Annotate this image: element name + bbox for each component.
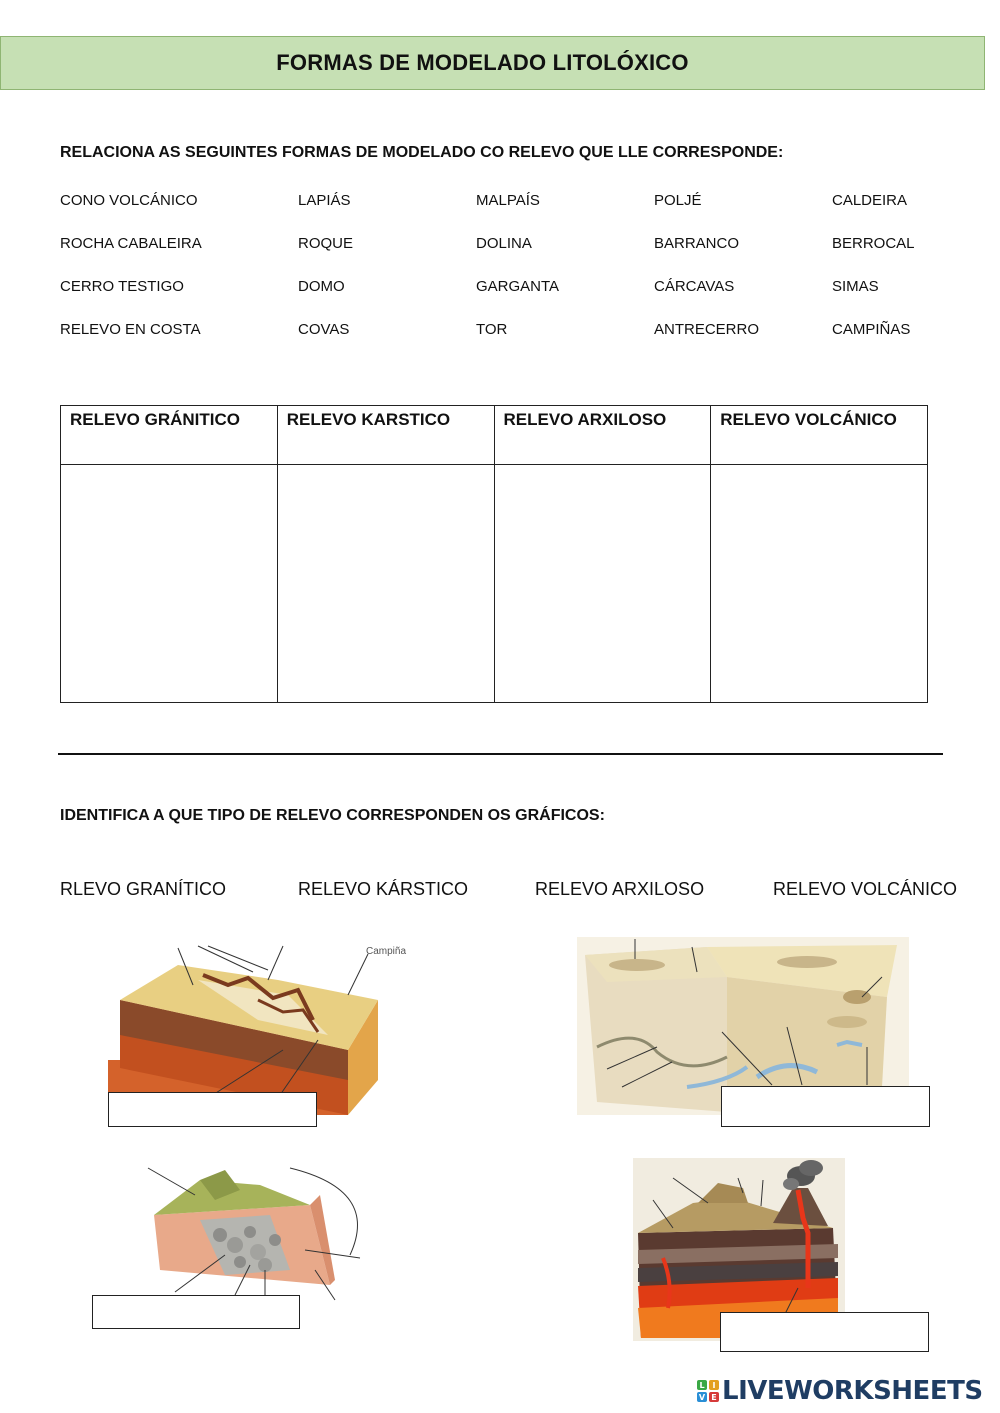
relief-table xyxy=(60,405,928,703)
word-item: DOMO xyxy=(298,278,345,295)
word-item: ANTRECERRO xyxy=(654,321,760,338)
drop-zone-volcanic[interactable] xyxy=(711,465,928,703)
word-item: ROCHA CABALEIRA xyxy=(60,235,202,252)
word-item: COVAS xyxy=(298,321,350,338)
word-item: BARRANCO xyxy=(654,235,740,252)
word-item: CONO VOLCÁNICO xyxy=(60,192,198,209)
word-item: MALPAÍS xyxy=(476,192,540,209)
drop-zone-clay[interactable] xyxy=(494,465,711,703)
logo-mark-letter: E xyxy=(709,1392,719,1402)
answer-box-figure-4[interactable] xyxy=(720,1312,929,1352)
answer-input-figure-2[interactable] xyxy=(722,1087,929,1126)
figure-label-campina: Campiña xyxy=(366,946,407,957)
header-karstic: RELEVO KARSTICO xyxy=(277,406,494,465)
word-item: POLJÉ xyxy=(654,192,702,209)
word-item: LAPIÁS xyxy=(298,192,351,209)
answer-box-figure-2[interactable] xyxy=(721,1086,930,1127)
title-band xyxy=(0,36,985,90)
word-item: DOLINA xyxy=(476,235,532,252)
drop-zone-karstic[interactable] xyxy=(277,465,494,703)
answer-input-figure-3[interactable] xyxy=(93,1296,299,1328)
granitic-relief-figure xyxy=(140,1160,375,1310)
option-karstic: RELEVO KÁRSTICO xyxy=(298,879,469,899)
word-item: BERROCAL xyxy=(832,235,915,252)
answer-box-figure-3[interactable] xyxy=(92,1295,300,1329)
word-item: CAMPIÑAS xyxy=(832,321,911,338)
answer-input-figure-4[interactable] xyxy=(721,1313,928,1351)
page-title: FORMAS DE MODELADO LITOLÓXICO xyxy=(276,50,689,75)
section-divider xyxy=(58,753,943,755)
header-granitic: RELEVO GRÁNITICO xyxy=(61,406,278,465)
logo-mark-letter: V xyxy=(698,1392,706,1402)
option-volcanic: RELEVO VOLCÁNICO xyxy=(773,879,958,899)
instruction-relate: RELACIONA AS SEGUINTES FORMAS DE MODELADO CO RELEVO QUE LLE CORRESPONDE: xyxy=(60,144,784,161)
logo-text: LIVEWORKSHEETS xyxy=(722,1376,983,1406)
word-item: TOR xyxy=(476,321,508,338)
logo-mark-letter: I xyxy=(709,1380,719,1390)
answer-input-figure-1[interactable] xyxy=(109,1093,316,1126)
word-item: CÁRCAVAS xyxy=(654,278,735,295)
word-item: CERRO TESTIGO xyxy=(60,278,184,295)
logo-mark-icon xyxy=(697,1380,719,1402)
logo-mark-letter: L xyxy=(697,1380,707,1390)
word-item: ROQUE xyxy=(298,235,354,252)
header-clay: RELEVO ARXILOSO xyxy=(494,406,711,465)
answer-box-figure-1[interactable] xyxy=(108,1092,317,1127)
word-item: GARGANTA xyxy=(476,278,560,295)
option-clay: RELEVO ARXILOSO xyxy=(535,879,705,899)
header-volcanic: RELEVO VOLCÁNICO xyxy=(711,406,928,465)
drop-zone-granitic[interactable] xyxy=(61,465,278,703)
word-item: CALDEIRA xyxy=(832,192,908,209)
word-item: RELEVO EN COSTA xyxy=(60,321,201,338)
instruction-identify: IDENTIFICA A QUE TIPO DE RELEVO CORRESPONDEN OS GRÁFICOS: xyxy=(60,807,605,824)
option-granitic: RLEVO GRANÍTICO xyxy=(60,879,227,899)
word-item: SIMAS xyxy=(832,278,879,295)
liveworksheets-logo xyxy=(697,1376,983,1406)
